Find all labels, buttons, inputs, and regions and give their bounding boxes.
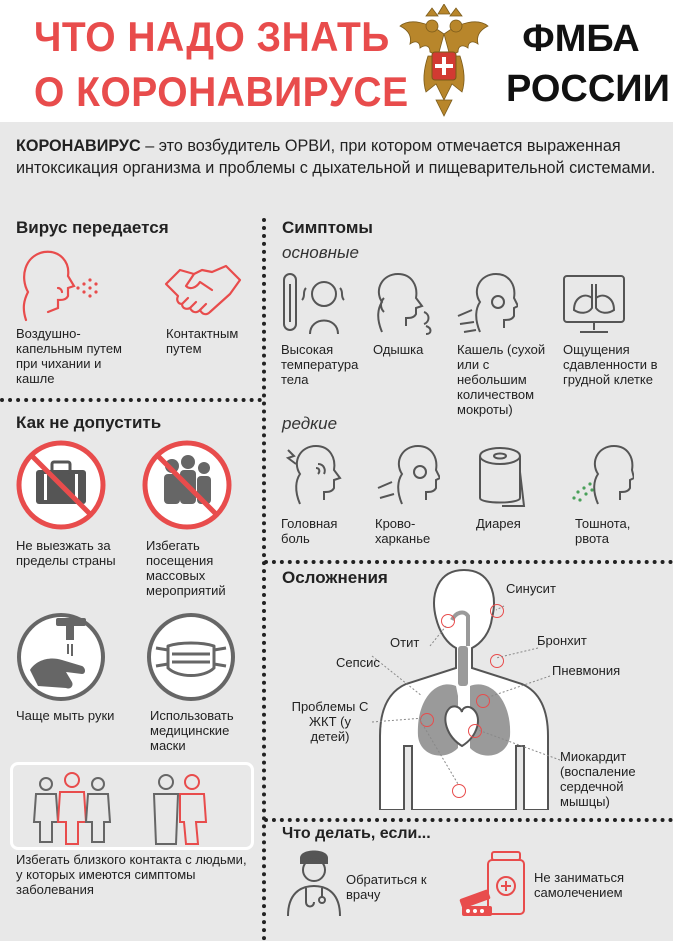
complication-marker-gi <box>420 713 434 727</box>
symptoms-title: Симптомы <box>282 218 373 237</box>
symptom-label-diarrhea: Диарея <box>476 516 521 531</box>
symptoms-main-label: основные <box>282 243 359 262</box>
thermometer-icon <box>280 272 346 336</box>
medicine-icon <box>458 850 532 918</box>
complication-marker-sinusitis <box>490 604 504 618</box>
hand-wash-icon <box>16 612 106 702</box>
complications-title: Осложнения <box>282 568 388 587</box>
complication-marker-otitis <box>441 614 455 628</box>
sneeze-head-icon <box>18 248 102 324</box>
complication-gi: Проблемы С ЖКТ (у детей) <box>291 699 369 744</box>
symptom-label-chest: Ощущения сдавленности в грудной клетке <box>563 342 658 387</box>
headache-icon <box>280 442 346 508</box>
divider-right-2 <box>264 818 673 822</box>
avoid-contact-icon <box>26 770 238 846</box>
symptom-label-cough: Кашель (сухой или с небольшим количеством мокроты) <box>457 342 546 417</box>
nausea-icon <box>568 442 634 508</box>
shortness-breath-icon <box>372 272 434 336</box>
what-to-do-label-self-treatment: Не заниматься самолечением <box>534 870 625 900</box>
symptom-label-fever: Высокая температура тела <box>281 342 359 387</box>
what-to-do-title: Что делать, если... <box>282 825 431 842</box>
symptom-label-hemoptysis: Крово-харканье <box>375 516 431 546</box>
complication-marker-myocarditis <box>468 724 482 738</box>
body-torso-icon <box>366 560 562 810</box>
vertical-divider <box>262 218 266 941</box>
toilet-paper-icon <box>476 446 526 508</box>
intro-text <box>16 135 661 179</box>
complication-pneumonia: Пневмония <box>552 663 621 678</box>
prevention-label-travel: Не выезжать за пределы страны <box>16 538 116 568</box>
complication-sepsis: Сепсис <box>336 655 380 670</box>
header <box>0 0 673 122</box>
page-title: ЧТО НАДО ЗНАТЬ О КОРОНАВИРУСЕ <box>34 14 409 116</box>
complication-marker-pneumonia <box>476 694 490 708</box>
symptom-label-dyspnea: Одышка <box>373 342 424 357</box>
transmission-label-airborne: Воздушно-капельным путем при чихании и кашле <box>16 326 122 386</box>
intro-term: КОРОНАВИРУС <box>16 137 141 155</box>
doctor-icon <box>284 848 344 918</box>
complication-marker-sepsis <box>452 784 466 798</box>
intro-description: – это возбудитель ОРВИ, при котором отмечается выраженная интоксикация организма и проблемы с дыхательной и пищеварительной системами. <box>16 137 656 177</box>
prevention-title: Как не допустить <box>16 413 162 432</box>
symptom-label-headache: Головная боль <box>281 516 338 546</box>
complication-bronchitis: Бронхит <box>537 633 587 648</box>
complication-sinusitis: Синусит <box>506 581 556 596</box>
prevention-label-mask: Использовать медицинские маски <box>150 708 234 753</box>
no-travel-icon <box>16 440 106 530</box>
cough-icon <box>456 272 518 336</box>
prevention-label-contact: Избегать близкого контакта с людьми, у которых имеются симптомы заболевания <box>16 852 247 897</box>
handshake-icon <box>164 262 242 320</box>
chest-xray-icon <box>562 274 626 336</box>
org-name: ФМБА РОССИИ <box>506 18 670 110</box>
mask-icon <box>146 612 236 702</box>
transmission-title: Вирус передается <box>16 218 169 237</box>
prevention-label-wash: Чаще мыть руки <box>16 708 115 723</box>
symptom-label-nausea: Тошнота, рвота <box>575 516 631 546</box>
complication-myocarditis: Миокардит (воспаление сердечной мышцы) <box>560 749 636 809</box>
prevention-label-crowd: Избегать посещения массовых мероприятий <box>146 538 226 598</box>
what-to-do-label-doctor: Обратиться к врачу <box>346 872 427 902</box>
double-headed-eagle-icon <box>398 4 490 120</box>
symptoms-rare-label: редкие <box>282 414 338 433</box>
transmission-label-contact: Контактным путем <box>166 326 239 356</box>
no-crowd-icon <box>142 440 232 530</box>
divider-left <box>0 398 262 402</box>
complication-marker-bronchitis <box>490 654 504 668</box>
hemoptysis-icon <box>374 442 440 508</box>
complication-otitis: Отит <box>390 635 420 650</box>
